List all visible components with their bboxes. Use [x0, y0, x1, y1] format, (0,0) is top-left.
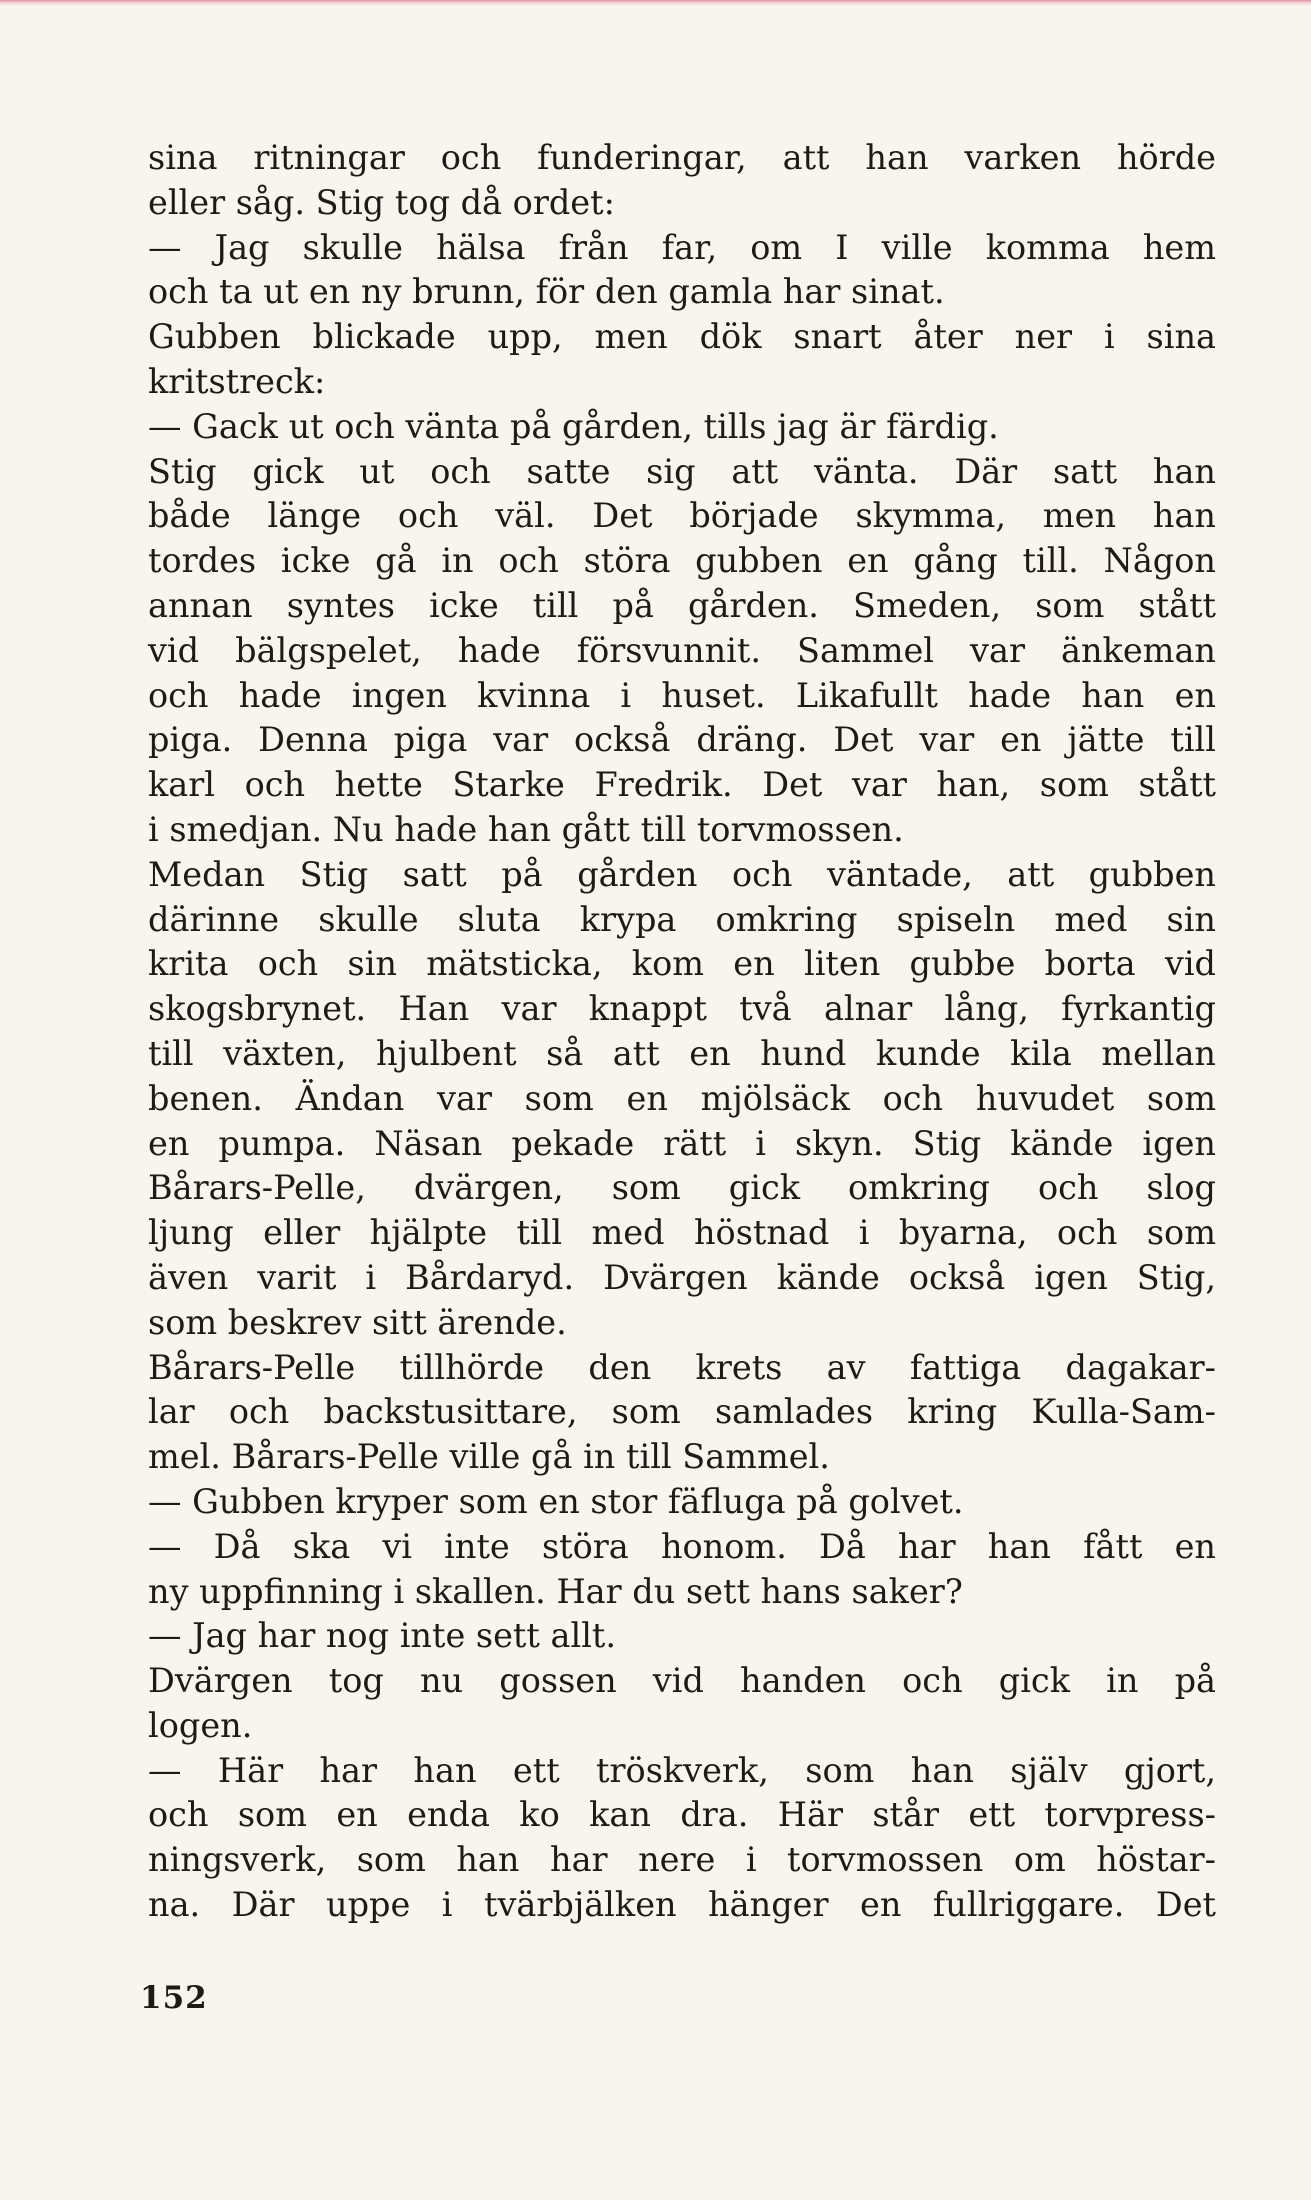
- text-line: både länge och väl. Det började skymma, men han: [148, 496, 1216, 536]
- text-line: karl och hette Starke Fredrik. Det var han, som stått: [148, 765, 1216, 805]
- text-line: mel. Bårars-Pelle ville gå in till Sammel.: [148, 1437, 830, 1477]
- text-line: benen. Ändan var som en mjölsäck och huvudet som: [148, 1078, 1216, 1118]
- text-line: därinne skulle sluta krypa omkring spiseln med sin: [148, 899, 1216, 939]
- text-line: annan syntes icke till på gården. Smeden, som stått: [148, 585, 1216, 625]
- text-line: piga. Denna piga var också dräng. Det var en jätte till: [148, 720, 1216, 760]
- text-line: tordes icke gå in och störa gubben en gång till. Någon: [148, 541, 1216, 581]
- text-line: och ta ut en ny brunn, för den gamla har sinat.: [148, 272, 945, 312]
- text-line: och hade ingen kvinna i huset. Likafullt hade han en: [148, 675, 1216, 715]
- text-line: Bårars-Pelle tillhörde den krets av fattiga dagakar-: [148, 1347, 1216, 1387]
- text-line: — Här har han ett tröskverk, som han själv gjort,: [148, 1750, 1216, 1790]
- text-line: en pumpa. Näsan pekade rätt i skyn. Stig kände igen: [148, 1123, 1216, 1163]
- text-line: — Jag skulle hälsa från far, om I ville komma hem: [148, 227, 1216, 267]
- page-number: 152: [140, 1980, 208, 2016]
- text-line: sina ritningar och funderingar, att han varken hörde: [148, 138, 1216, 177]
- text-line: ljung eller hjälpte till med höstnad i byarna, och som: [148, 1213, 1216, 1253]
- text-line: till växten, hjulbent så att en hund kunde kila mellan: [148, 1033, 1216, 1073]
- text-line: lar och backstusittare, som samlades kring Kulla-Sam-: [148, 1392, 1216, 1432]
- text-line: Medan Stig satt på gården och väntade, att gubben: [148, 854, 1216, 894]
- text-line: ningsverk, som han har nere i torvmossen om höstar-: [148, 1840, 1216, 1880]
- page-top-edge: [0, 0, 1311, 6]
- text-line: som beskrev sitt ärende.: [148, 1302, 567, 1342]
- text-line: Gubben blickade upp, men dök snart åter ner i sina: [148, 317, 1216, 357]
- text-line: krita och sin mätsticka, kom en liten gubbe borta vid: [148, 944, 1216, 984]
- text-line: logen.: [148, 1705, 253, 1745]
- text-line: och som en enda ko kan dra. Här står ett torvpress-: [148, 1795, 1216, 1835]
- text-line: skogsbrynet. Han var knappt två alnar lång, fyrkantig: [148, 989, 1216, 1029]
- text-line: na. Där uppe i tvärbjälken hänger en fullriggare. Det: [148, 1885, 1216, 1925]
- text-line: eller såg. Stig tog då ordet:: [148, 182, 615, 222]
- text-line: — Gubben kryper som en stor fäfluga på golvet.: [148, 1481, 964, 1521]
- text-line: — Jag har nog inte sett allt.: [148, 1616, 617, 1656]
- text-line: — Gack ut och vänta på gården, tills jag är färdig.: [148, 406, 999, 446]
- text-line: — Då ska vi inte störa honom. Då har han fått en: [148, 1526, 1216, 1566]
- text-line: även varit i Bårdaryd. Dvärgen kände också igen Stig,: [148, 1257, 1216, 1297]
- body-text: [148, 136, 1216, 1928]
- text-line: Dvärgen tog nu gossen vid handen och gick in på: [148, 1661, 1216, 1701]
- text-line: i smedjan. Nu hade han gått till torvmossen.: [148, 809, 904, 849]
- text-line: vid bälgspelet, hade försvunnit. Sammel var änkeman: [148, 630, 1216, 670]
- text-line: kritstreck:: [148, 361, 326, 401]
- text-line: Bårars-Pelle, dvärgen, som gick omkring och slog: [148, 1168, 1216, 1208]
- text-line: ny uppfinning i skallen. Har du sett hans saker?: [148, 1571, 963, 1611]
- text-line: Stig gick ut och satte sig att vänta. Där satt han: [148, 451, 1216, 491]
